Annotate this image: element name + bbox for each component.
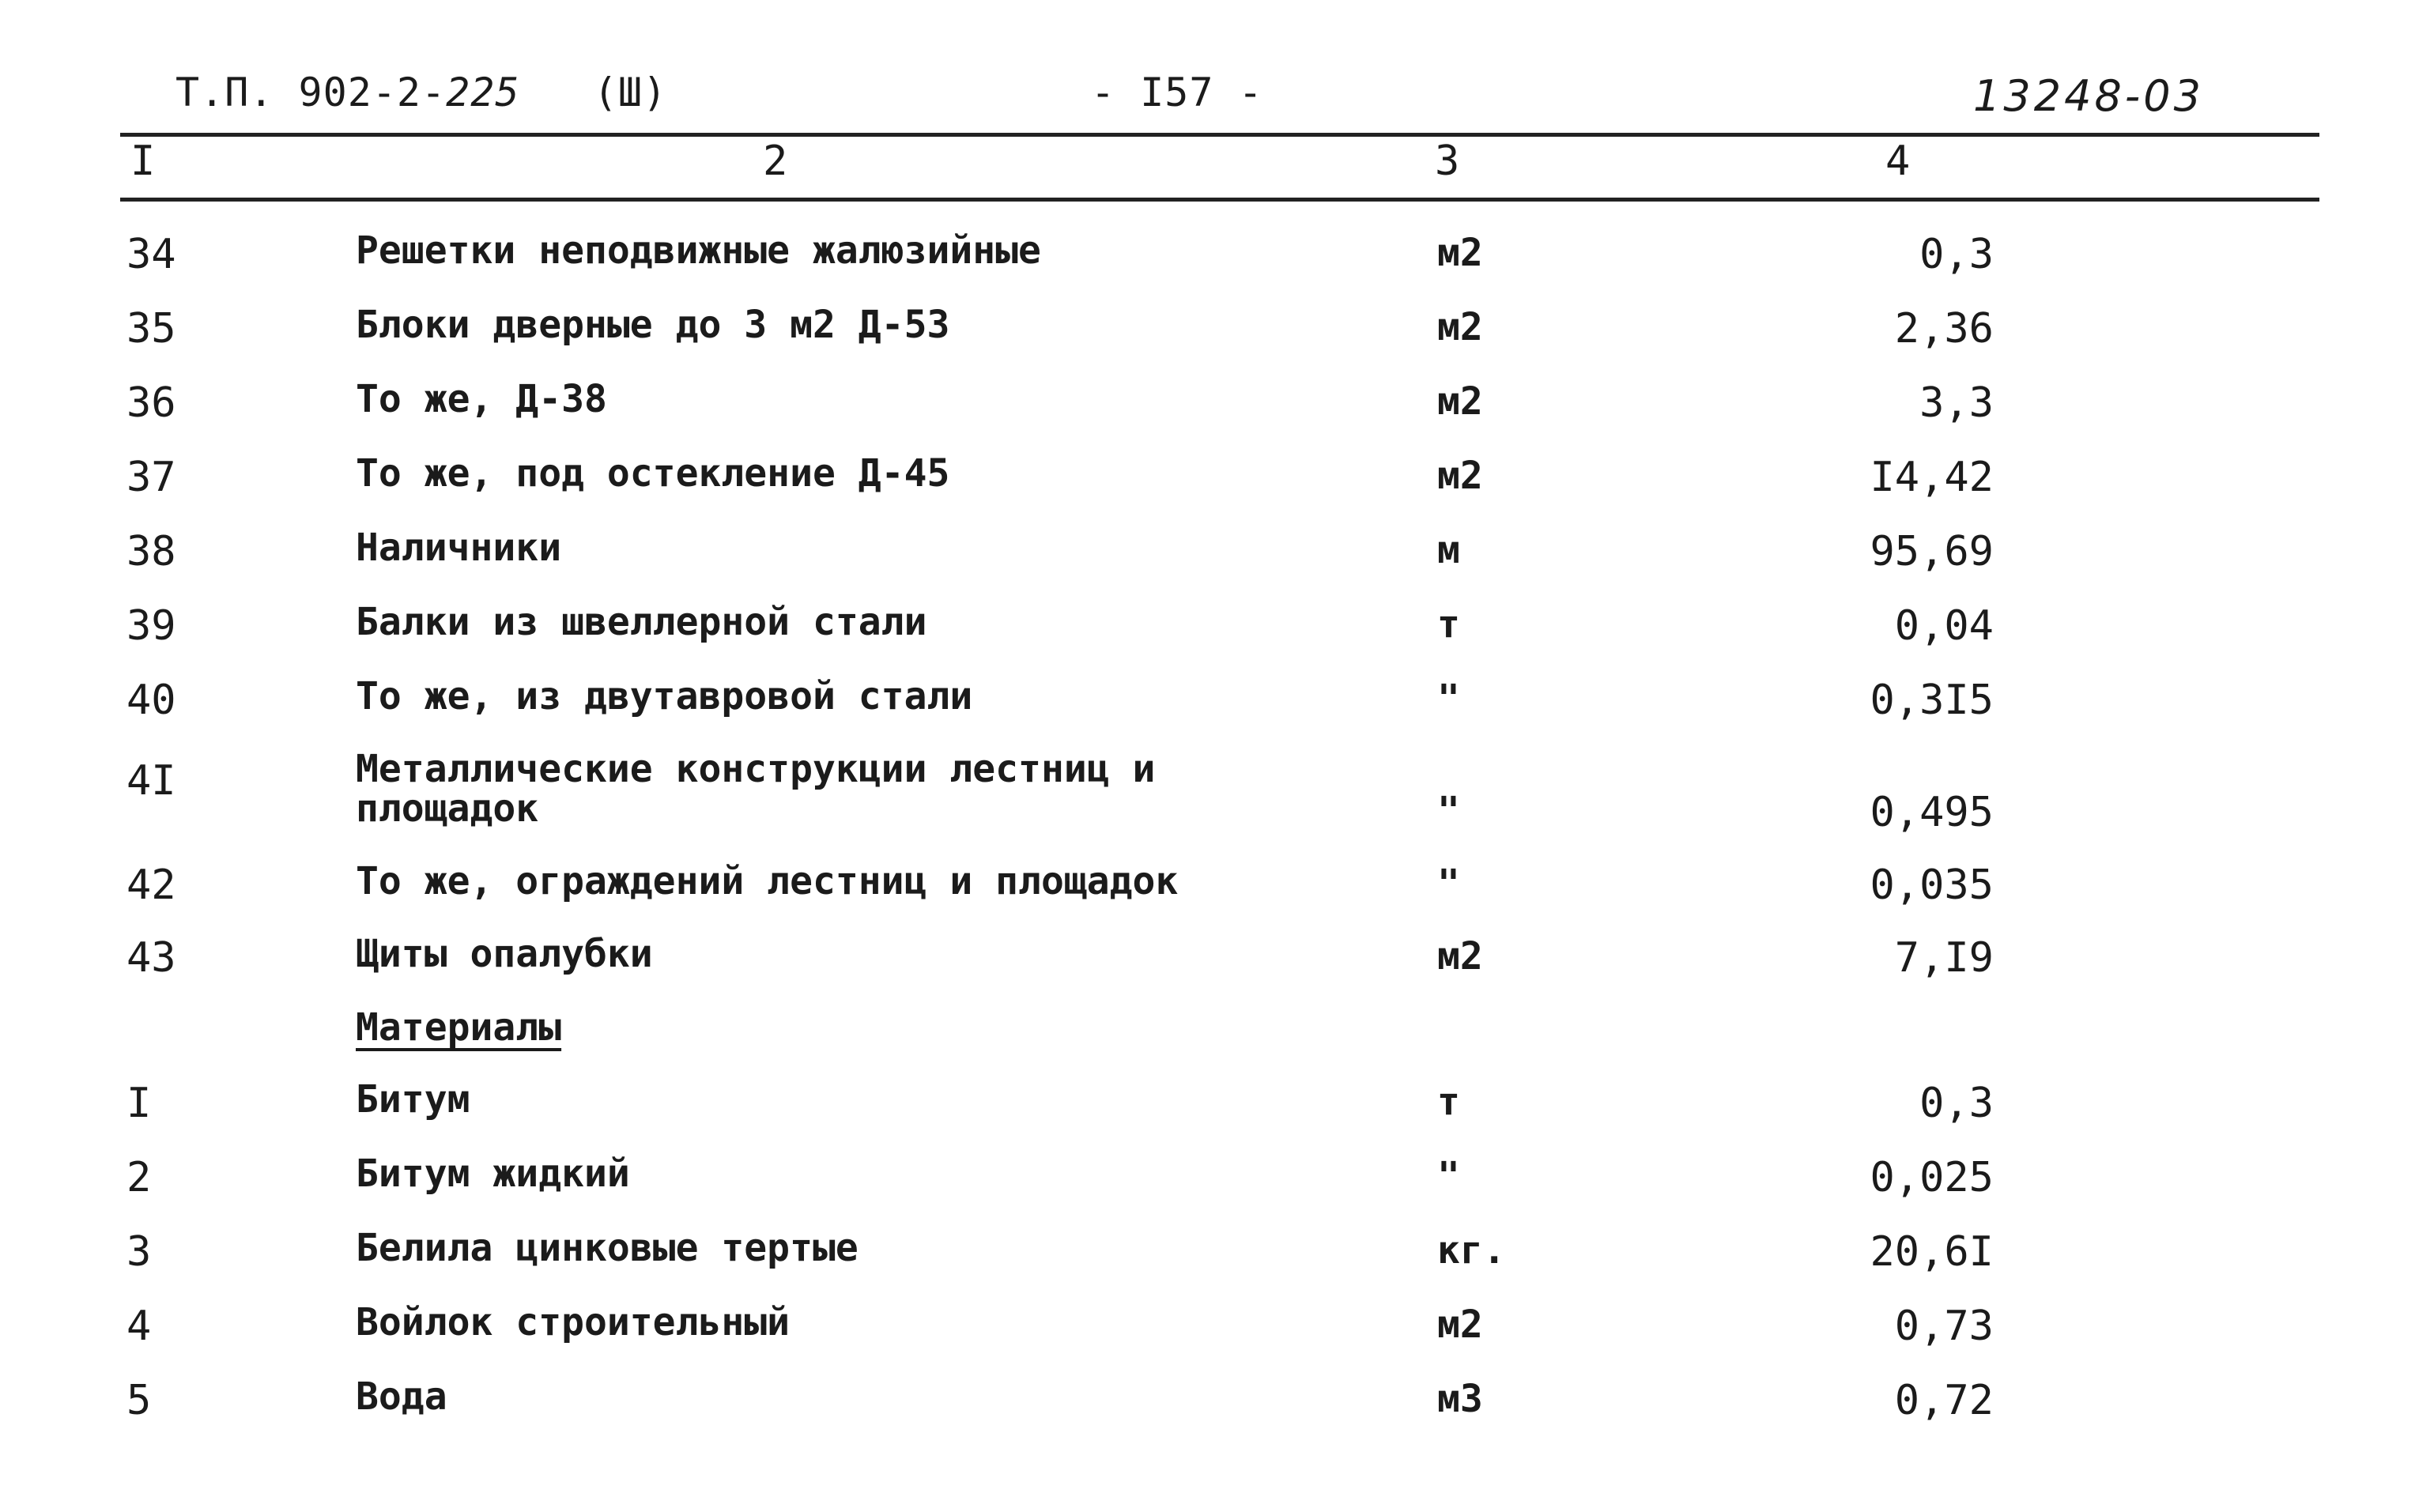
row-quantity: 0,04 xyxy=(1894,602,1994,650)
table-row xyxy=(0,528,2419,599)
doc-prefix: Т.П. 902-2- xyxy=(175,70,447,115)
row-unit: м2 xyxy=(1437,305,1483,349)
row-quantity: 0,025 xyxy=(1870,1154,1994,1201)
row-quantity: 0,495 xyxy=(1870,789,1994,836)
row-unit: " xyxy=(1437,677,1460,721)
row-name: Белила цинковые тертые xyxy=(356,1226,859,1270)
row-name: Войлок строительный xyxy=(356,1300,791,1344)
row-quantity: 3,3 xyxy=(1919,379,1994,427)
row-quantity: 0,72 xyxy=(1894,1377,1994,1424)
row-quantity: 2,36 xyxy=(1894,305,1994,353)
row-unit: м2 xyxy=(1437,1303,1483,1347)
row-quantity: 7,I9 xyxy=(1894,934,1994,982)
doc-volume: (Ш) xyxy=(593,70,668,115)
table-row xyxy=(0,934,2419,1005)
column-header-1: I xyxy=(130,138,156,185)
table-row xyxy=(0,1228,2419,1299)
row-quantity: 95,69 xyxy=(1870,528,1994,575)
handwritten-code: 13248-03 xyxy=(1973,71,2204,121)
row-number: 39 xyxy=(126,602,176,650)
row-name: Балки из швеллерной стали xyxy=(356,600,927,644)
row-unit: м3 xyxy=(1437,1377,1483,1421)
row-name: То же, под остекление Д-45 xyxy=(356,451,950,496)
row-quantity: 20,6I xyxy=(1870,1228,1994,1276)
row-name: Наличники xyxy=(356,526,562,570)
row-number: 3 xyxy=(126,1228,152,1276)
row-quantity: 0,73 xyxy=(1894,1303,1994,1350)
table-header-rule xyxy=(120,198,2319,202)
materials-heading: Материалы xyxy=(356,1005,562,1050)
table-row xyxy=(0,859,2419,933)
row-number: 4 xyxy=(126,1303,152,1350)
table-row xyxy=(0,674,2419,748)
page-number: - I57 - xyxy=(1091,70,1263,115)
row-number: 35 xyxy=(126,305,176,353)
row-quantity: 0,035 xyxy=(1870,862,1994,909)
row-name: То же, из двутавровой стали xyxy=(356,674,973,718)
table-row xyxy=(0,602,2419,673)
column-header-2: 2 xyxy=(763,138,788,185)
row-name: То же, Д-38 xyxy=(356,377,607,421)
column-header-4: 4 xyxy=(1885,138,1911,185)
row-number: 37 xyxy=(126,454,176,501)
row-number: 2 xyxy=(126,1154,152,1201)
row-unit: кг. xyxy=(1437,1228,1506,1273)
row-quantity: 0,3I5 xyxy=(1870,677,1994,724)
row-unit: т xyxy=(1437,602,1460,647)
doc-handwritten-number: 225 xyxy=(446,70,520,115)
row-unit: м2 xyxy=(1437,231,1483,275)
row-name: То же, ограждений лестниц и площадок xyxy=(356,859,1179,903)
row-unit: " xyxy=(1437,862,1460,906)
row-name: Битум xyxy=(356,1077,470,1122)
table-row xyxy=(0,379,2419,451)
row-name: Щиты опалубки xyxy=(356,932,653,976)
row-quantity: 0,3 xyxy=(1919,1080,1994,1127)
table-row xyxy=(0,1154,2419,1225)
table-row xyxy=(0,451,2419,525)
table-row xyxy=(0,747,2419,836)
row-name: Металлические конструкции лестниц и площадок xyxy=(356,747,1156,831)
row-number: 36 xyxy=(126,379,176,427)
row-number: 43 xyxy=(126,934,176,982)
row-unit: м2 xyxy=(1437,379,1483,424)
row-name: Вода xyxy=(356,1374,447,1419)
table-row xyxy=(0,228,2419,302)
row-number: I xyxy=(126,1080,152,1127)
row-unit: м2 xyxy=(1437,454,1483,498)
row-number: 4I xyxy=(126,757,176,805)
row-unit: м xyxy=(1437,528,1460,572)
row-unit: м2 xyxy=(1437,934,1483,978)
column-header-3: 3 xyxy=(1435,138,1460,185)
row-number: 42 xyxy=(126,862,176,909)
table-row xyxy=(0,1300,2419,1374)
row-unit: т xyxy=(1437,1080,1460,1124)
row-name: Битум жидкий xyxy=(356,1152,630,1196)
row-unit: " xyxy=(1437,1154,1460,1198)
row-unit: " xyxy=(1437,789,1460,833)
table-top-rule xyxy=(120,133,2319,137)
row-number: 5 xyxy=(126,1377,152,1424)
table-row xyxy=(0,1077,2419,1151)
row-number: 40 xyxy=(126,677,176,724)
row-number: 38 xyxy=(126,528,176,575)
row-number: 34 xyxy=(126,231,176,278)
row-name: Решетки неподвижные жалюзийные xyxy=(356,228,1041,273)
row-name: Блоки дверные до 3 м2 Д-53 xyxy=(356,303,950,347)
table-row xyxy=(0,305,2419,376)
doc-reference xyxy=(175,70,667,115)
table-row xyxy=(0,1374,2419,1448)
row-quantity: I4,42 xyxy=(1870,454,1994,501)
row-quantity: 0,3 xyxy=(1919,231,1994,278)
